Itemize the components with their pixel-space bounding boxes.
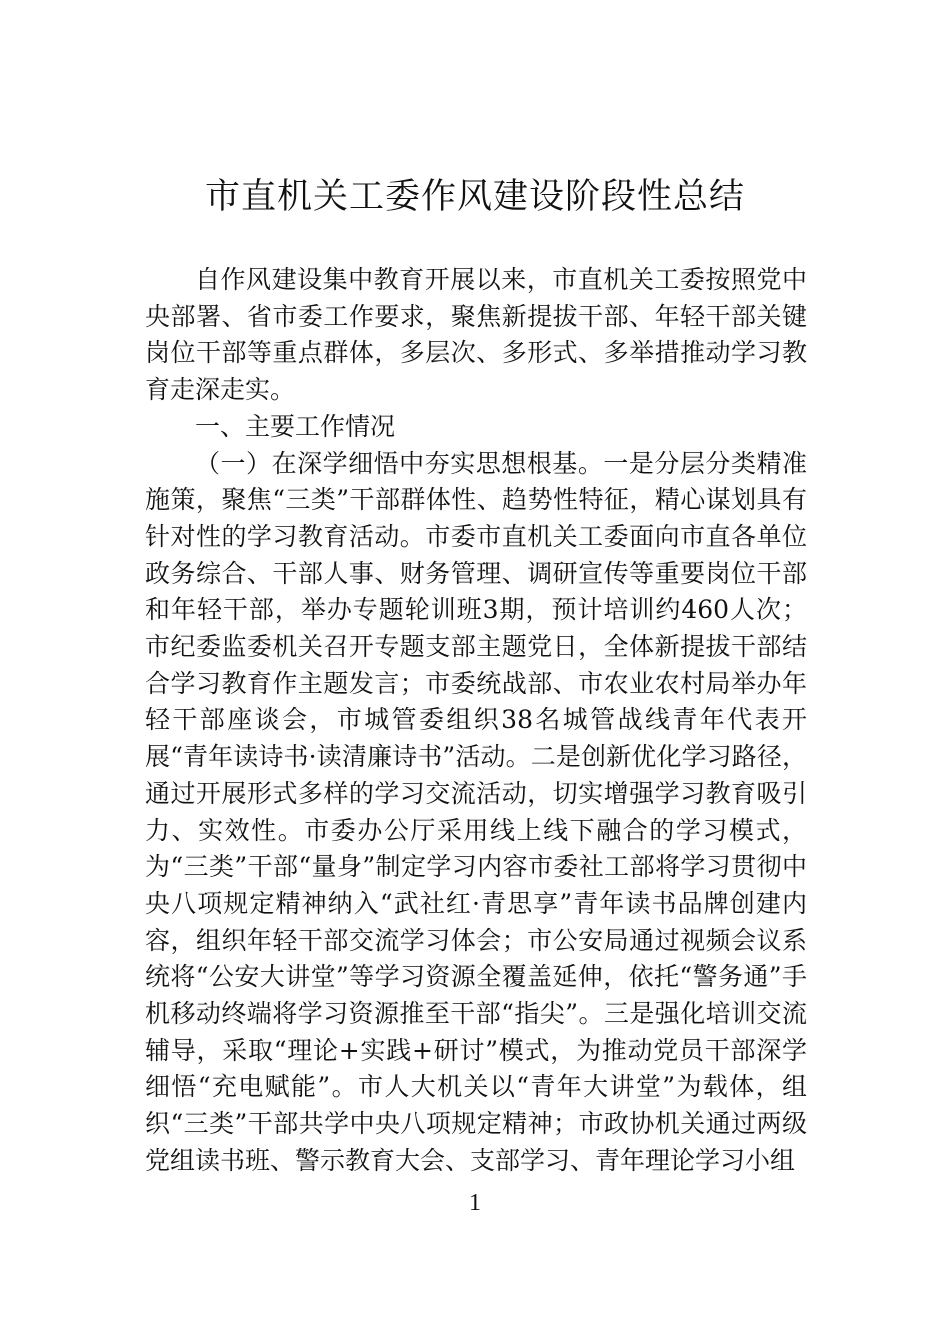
page-number: 1: [469, 1190, 481, 1216]
body-paragraph: （一）在深学细悟中夯实思想根基。一是分层分类精准施策，聚焦“三类”干部群体性、趋势性特征，精心谋划具有针对性的学习教育活动。市委市直机关工委面向市直各单位政务综合、干部人事、财务管理、调研宣传等重要岗位干部和年轻干部，举办专题轮训班3期，预计培训约460人次；市纪委监委机关召开专题支部主题党日，全体新提拔干部结合学习教育作主题发言；市委统战部、市农业农村局举办年轻干部座谈会，市城管委组织38名城管战线青年代表开展“青年读诗书·读清廉诗书”活动。二是创新优化学习路径，通过开展形式多样的学习交流活动，切实增强学习教育吸引力、实效性。市委办公厅采用线上线下融合的学习模式，为“三类”干部“量身”制定学习内容市委社工部将学习贯彻中央八项规定精神纳入“武社红·青思享”青年读书品牌创建内容，组织年轻干部交流学习体会；市公安局通过视频会议系统将“公安大讲堂”等学习资源全覆盖延伸，依托“警务通”手机移动终端将学习资源推至干部“指尖”。三是强化培训交流辅导，采取“理论+实践+研讨”模式，为推动党员干部深学细悟“充电赋能”。市人大机关以“青年大讲堂”为载体，组织“三类”干部共学中央八项规定精神；市政协机关通过两级党组读书班、警示教育大会、支部学习、青年理论学习小组: [145, 448, 807, 1175]
document-title: 市直机关工委作风建设阶段性总结: [204, 177, 745, 217]
intro-paragraph: 自作风建设集中教育开展以来，市直机关工委按照党中央部署、省市委工作要求，聚焦新提拔干部、年轻干部关键岗位干部等重点群体，多层次、多形式、多举措推动学习教育走深走实。: [145, 265, 807, 405]
section-heading: 一、主要工作情况: [195, 411, 396, 441]
document-body: [145, 262, 807, 1180]
